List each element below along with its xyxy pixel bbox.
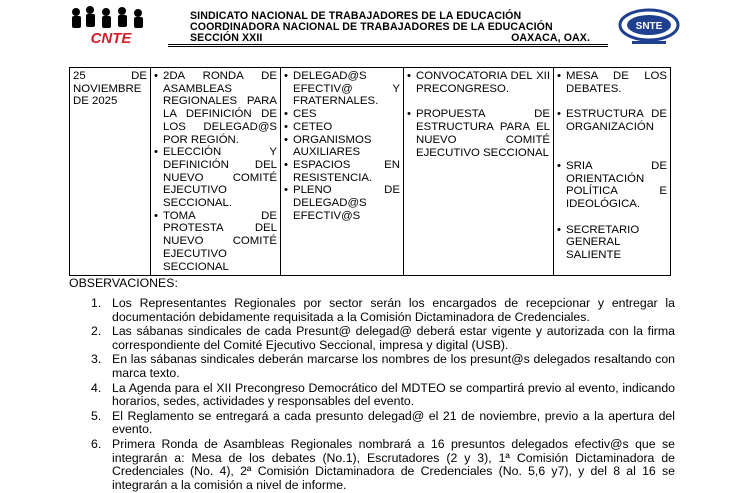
list-item: • ESPACIOS EN RESISTENCIA. [293,159,400,184]
list-item: • ORGANISMOS AUXILIARES [293,134,400,159]
list-item: 2. Las sábanas sindicales de cada Presunt@ delegad@ deberá estar vigente y autorizada con la firma correspondiente del Comité Ejecutivo Seccional, impresa y digital (USB). [91,324,675,352]
header-line-2: COORDINADORA NACIONAL DE TRABAJADORES DE LA EDUCACIÓN [190,21,553,33]
table-row [70,68,671,276]
list-item: • SECRETARIO GENERAL SALIENTE [566,224,667,262]
location-label: OAXACA, OAX. [511,32,590,44]
list-item: • CETEO [293,121,400,134]
date-cell [70,68,151,276]
list-item: • PROPUESTA DE ESTRUCTURA PARA EL NUEVO COMITÉ EJECUTIVO SECCIONAL [416,108,550,159]
list-item: 4. La Agenda para el XII Precongreso Democrático del MDTEO se compartirá previo al evento, indicando horarios, sedes, actividades y responsables del evento. [91,380,675,409]
responsibles-cell [554,68,671,276]
svg-text:CNTE: CNTE [90,30,132,46]
header-title-block [168,8,608,47]
list-item: • TOMA DE PROTESTA DEL NUEVO COMITÉ EJECUTIVO SECCIONAL [163,210,277,274]
header-line-1: SINDICATO NACIONAL DE TRABAJADORES DE LA EDUCACIÓN [190,10,522,22]
list-item: • ESTRUCTURA DE ORGANIZACIÓN [566,108,667,133]
agenda-table [69,67,671,276]
activities-cell [151,68,281,276]
list-item: 5. El Reglamento se entregará a cada presunto delegad@ el 21 de noviembre, previo a la apertura del evento. [91,408,675,437]
list-item: 1. Los Representantes Regionales por sector serán los encargados de recepcionar y entregar la documentación debidamente requisitada a la Comisión Dictaminadora de Credenciales. [91,296,675,324]
observations-list [69,297,675,493]
list-item: • 2DA RONDA DE ASAMBLEAS REGIONALES PARA LA DEFINICIÓN DE LOS DELEGAD@S POR REGIÓN. [163,70,277,146]
list-item: • PLENO DE DELEGAD@S EFECTIV@S [293,184,400,222]
list-item: • CONVOCATORIA DEL XII PRECONGRESO. [416,70,550,95]
documents-cell [404,68,554,276]
svg-text:SNTE: SNTE [635,21,663,32]
observations-title: OBSERVACIONES: [69,276,178,290]
snte-logo [618,8,680,46]
list-item: • SRIA DE ORIENTACIÓN POLÍTICA E IDEOLÓGICA. [566,160,667,211]
list-item: 3. En las sábanas sindicales deberán marcarse los nombres de los presunt@s delegados resaltando con marca texto. [91,352,675,380]
cnte-logo [66,6,156,46]
date-text: 25 DE NOVIEMBRE DE 2025 [73,70,147,108]
list-item: • CES [293,108,400,121]
list-item: 6. Primera Ronda de Asambleas Regionales nombrará a 16 presuntos delegados efectiv@s que se integrarán a: Mesa de los debates (No.1), Escrutadores (2 y 3), 1ª Comisión Dictaminadora de Credenciales (No. 4), 2ª Comisión Dictaminadora de Credenciales (No. 5,6 y7), y del 8 al 16 se integrarán a la comisión a nivel de informe. [91,436,675,492]
participants-cell [281,68,404,276]
section-label: SECCIÓN XXII [190,32,263,44]
list-item: • DELEGAD@S EFECTIV@ Y FRATERNALES. [293,70,400,108]
list-item: • ELECCIÓN Y DEFINICIÓN DEL NUEVO COMITÉ EJECUTIVO SECCIONAL. [163,146,277,210]
list-item: • MESA DE LOS DEBATES. [566,70,667,95]
page-header [0,0,741,50]
